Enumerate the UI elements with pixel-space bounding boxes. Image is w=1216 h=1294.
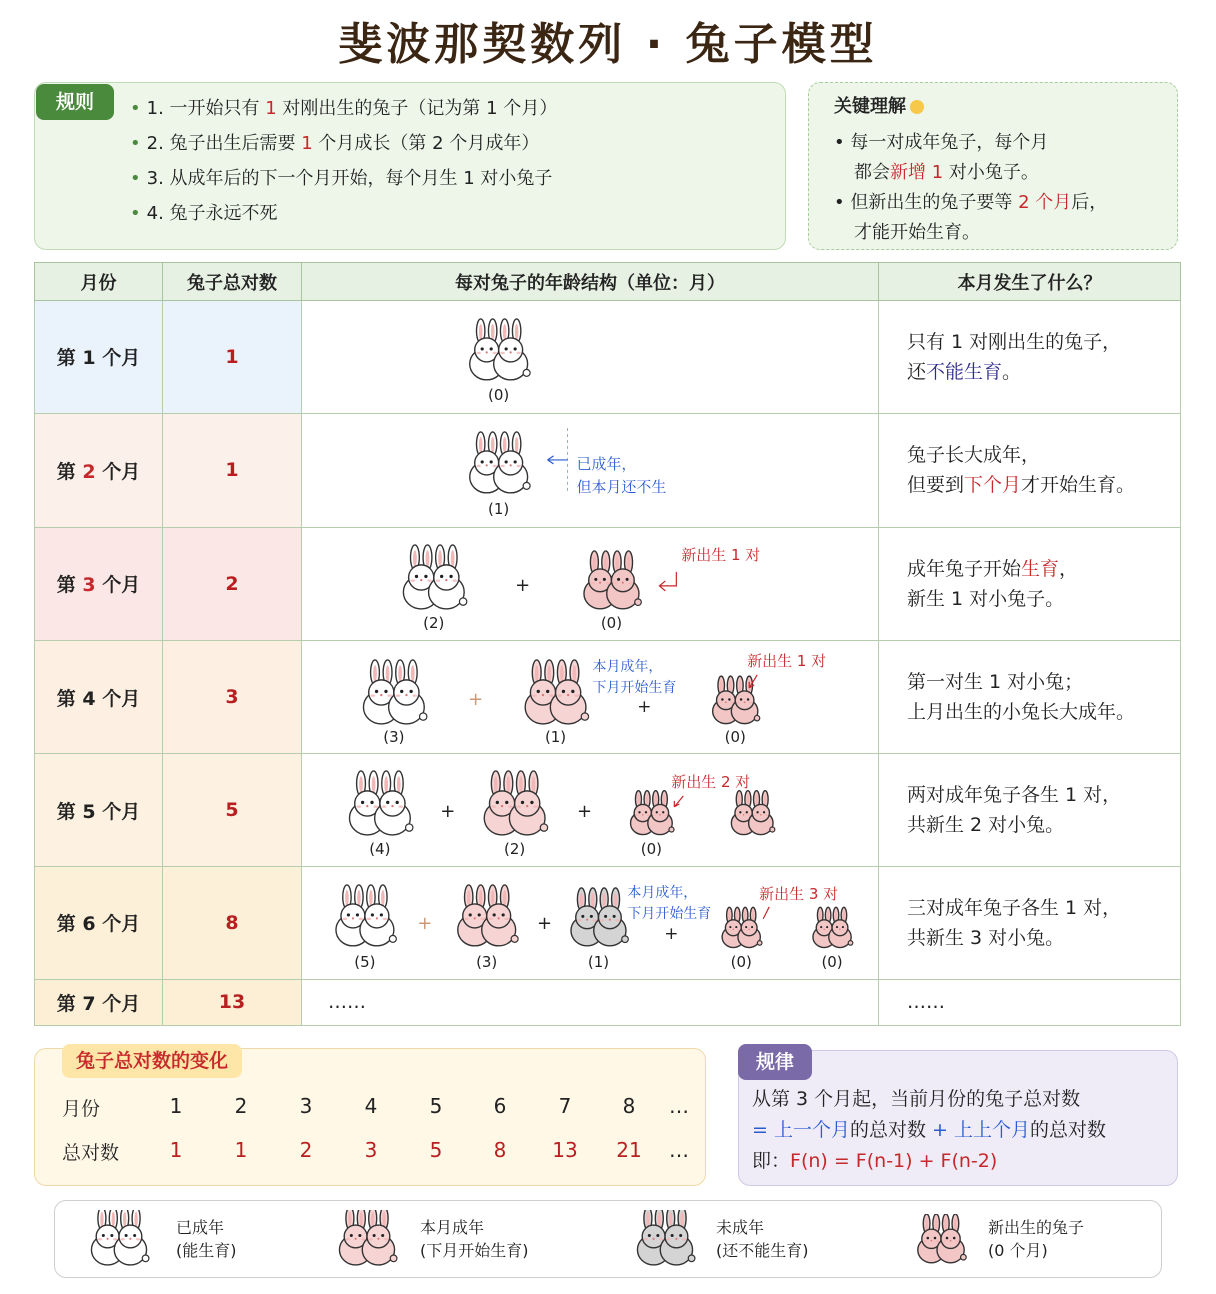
law-tag: 规律 <box>738 1044 812 1080</box>
plus-sign: + <box>637 696 652 717</box>
age-structure-cell <box>302 641 879 754</box>
age-label: (4) <box>369 840 391 859</box>
rabbit-icon <box>114 1210 149 1265</box>
total-cell: 1 <box>163 413 302 527</box>
month-cell: 第 6 个月 <box>35 866 163 979</box>
rabbit-icon <box>937 1214 966 1263</box>
age-structure-graphic <box>302 414 878 527</box>
description-cell: 三对成年兔子各生 1 对， 共新生 3 对小兔。 <box>879 866 1181 979</box>
age-structure-cell <box>302 527 879 641</box>
plus-sign: + <box>664 922 679 943</box>
table-row <box>35 527 1181 641</box>
age-structure-graphic <box>302 641 878 753</box>
table-row <box>35 754 1181 867</box>
legend-item-matured: 本月成年 (下月开始生育) <box>420 1218 529 1260</box>
annotation-newborn: 新出生 1 对 <box>747 652 827 671</box>
rabbit-icon <box>494 319 530 380</box>
annotation-newborn: 新出生 1 对 <box>681 545 761 564</box>
age-structure-graphic <box>302 301 878 413</box>
legend-icon-matured <box>334 1210 400 1266</box>
table-row <box>35 641 1181 754</box>
rabbit-icon <box>738 907 762 947</box>
plus-sign: + <box>537 912 553 934</box>
sequence-month-value: 3 <box>299 1094 313 1118</box>
sequence-month-value: 7 <box>558 1094 572 1118</box>
age-structure-cell: …… <box>302 979 879 1025</box>
sequence-month-value: 4 <box>364 1094 378 1118</box>
age-structure-graphic <box>302 528 878 641</box>
age-structure-cell <box>302 866 879 979</box>
description-cell: …… <box>879 979 1181 1025</box>
age-structure-cell <box>302 413 879 527</box>
age-structure-graphic <box>302 867 878 979</box>
plus-sign: + <box>576 801 593 823</box>
rabbit-icon <box>607 551 642 609</box>
month-cell: 第 7 个月 <box>35 979 163 1025</box>
sequence-month-value: 2 <box>234 1094 248 1118</box>
table-row <box>35 979 1181 1025</box>
rabbit-icon <box>482 885 518 946</box>
sequence-month-value: … <box>669 1094 689 1118</box>
legend-item-newborn: 新出生的兔子 (0 个月) <box>988 1218 1085 1260</box>
age-label: (1) <box>488 499 510 518</box>
annotation-grown: 但本月还不生 <box>576 477 667 496</box>
age-label: (3) <box>476 952 498 971</box>
table-row <box>35 301 1181 414</box>
plus-sign: + <box>468 689 484 711</box>
arrow-icon <box>659 572 676 591</box>
total-cell: 2 <box>163 527 302 641</box>
rule-item: • 4. 兔子永远不死 <box>130 203 278 224</box>
rabbit-icon <box>362 1210 397 1265</box>
total-cell: 8 <box>163 866 302 979</box>
annotation-matured: 本月成年， <box>592 659 663 676</box>
age-structure-graphic <box>302 754 878 866</box>
law-text: 从第 3 个月起，当前月份的兔子总对数 = 上一个月的总对数 + 上上个月的总对数 即：F(n) = F(n-1) + F(n-2) <box>752 1088 1106 1172</box>
total-cell: 5 <box>163 754 302 867</box>
total-cell: 3 <box>163 641 302 754</box>
arrow-icon <box>763 907 769 919</box>
lightbulb-icon <box>910 100 924 114</box>
total-cell: 13 <box>163 979 302 1025</box>
table-row <box>35 866 1181 979</box>
sequence-total-value: 3 <box>364 1138 378 1162</box>
sequence-month-label: 月份 <box>62 1098 101 1120</box>
legend-item-young: 未成年 (还不能生育) <box>716 1218 809 1260</box>
description-cell: 第一对生 1 对小兔； 上月出生的小兔长大成年。 <box>879 641 1181 754</box>
sequence-month-value: 8 <box>622 1094 636 1118</box>
rabbit-icon <box>648 791 674 835</box>
header-what-happened: 本月发生了什么？ <box>879 263 1181 301</box>
age-label: (0) <box>600 613 623 632</box>
sequence-month-value: 6 <box>493 1094 507 1118</box>
header-month: 月份 <box>35 263 163 301</box>
sequence-total-label: 总对数 <box>62 1142 120 1164</box>
legend-icon-newborn <box>908 1214 974 1264</box>
age-label: (2) <box>504 840 526 859</box>
sequence-month-value: 1 <box>169 1094 183 1118</box>
sequence-month-value: 5 <box>429 1094 443 1118</box>
age-label: (3) <box>383 728 405 747</box>
month-cell: 第 5 个月 <box>35 754 163 867</box>
rabbit-icon <box>375 771 413 835</box>
rabbit-icon <box>660 1210 695 1265</box>
rabbit-table <box>34 262 1181 1026</box>
sequence-total-value: 5 <box>429 1138 443 1162</box>
age-label: (2) <box>423 613 445 632</box>
plus-sign: + <box>417 912 433 934</box>
rabbit-icon <box>509 771 547 835</box>
description-cell: 只有 1 对刚出生的兔子， 还不能生育。 <box>879 301 1181 414</box>
description-cell: 两对成年兔子各生 1 对， 共新生 2 对小兔。 <box>879 754 1181 867</box>
rabbit-icon <box>749 791 775 835</box>
rabbit-icon <box>594 888 629 946</box>
arrow-icon <box>674 796 683 807</box>
annotation-newborn: 新出生 2 对 <box>671 773 751 792</box>
annotation-matured: 下月开始生育 <box>592 680 677 697</box>
legend-icon-adult <box>86 1210 152 1266</box>
description-cell: 兔子长大成年， 但要到下个月才开始生育。 <box>879 413 1181 527</box>
month-cell: 第 2 个月 <box>35 413 163 527</box>
rules-tag: 规则 <box>36 84 114 120</box>
annotation-matured: 本月成年， <box>627 884 698 901</box>
rules-list <box>130 96 557 236</box>
age-label: (1) <box>587 952 610 971</box>
age-label: (0) <box>640 840 662 859</box>
sequence-total-value: 1 <box>169 1138 183 1162</box>
rabbit-icon <box>389 660 427 724</box>
age-label: (0) <box>724 728 746 747</box>
description-cell: 成年兔子开始生育， 新生 1 对小兔子。 <box>879 527 1181 641</box>
total-cell: 1 <box>163 301 302 414</box>
rabbit-icon <box>731 677 759 724</box>
rule-item: • 3. 从成年后的下一个月开始，每个月生 1 对小兔子 <box>130 168 553 189</box>
age-label: (0) <box>730 952 752 971</box>
legend-icon-young <box>632 1210 698 1266</box>
rabbit-icon <box>829 907 853 947</box>
rabbit-icon <box>360 885 396 946</box>
annotation-grown: 已成年， <box>576 454 637 473</box>
age-label: (0) <box>821 952 843 971</box>
sequence-total-value: 8 <box>493 1138 507 1162</box>
month-cell: 第 3 个月 <box>35 527 163 641</box>
annotation-matured: 下月开始生育 <box>627 905 712 922</box>
month-cell: 第 1 个月 <box>35 301 163 414</box>
header-total: 兔子总对数 <box>163 263 302 301</box>
age-label: (0) <box>488 385 510 404</box>
rabbit-icon <box>494 432 530 493</box>
key-understanding-text: • 每一对成年兔子，每个月 都会新增 1 对小兔子。 • 但新出生的兔子要等 2 个月后， 才能开始生育。 <box>834 132 1108 243</box>
plus-sign: + <box>440 801 456 823</box>
sequence-total-value: 1 <box>234 1138 248 1162</box>
sequence-total-value: … <box>669 1138 689 1162</box>
page-title: 斐波那契数列 · 兔子模型 <box>338 19 878 70</box>
annotation-newborn: 新出生 3 对 <box>759 884 839 903</box>
sequence-total-value: 21 <box>616 1138 642 1162</box>
header-age-structure: 每对兔子的年龄结构（单位：月） <box>302 263 879 301</box>
rabbit-icon <box>429 545 467 609</box>
sequence-total-value: 2 <box>299 1138 313 1162</box>
age-label: (5) <box>354 952 376 971</box>
table-row <box>35 413 1181 527</box>
age-structure-cell <box>302 301 879 414</box>
key-understanding-title: 关键理解 <box>834 92 924 118</box>
legend-item-adult: 已成年 (能生育) <box>176 1218 237 1260</box>
sequence-total-value: 13 <box>552 1138 578 1162</box>
month-cell: 第 4 个月 <box>35 641 163 754</box>
rabbit-icon <box>550 660 588 724</box>
rule-item: • 2. 兔子出生后需要 1 个月成长（第 2 个月成年） <box>130 133 540 154</box>
plus-sign: + <box>515 574 531 596</box>
age-label: (1) <box>544 728 567 747</box>
age-structure-cell <box>302 754 879 867</box>
rule-item: • 1. 一开始只有 1 对刚出生的兔子（记为第 1 个月） <box>130 98 558 119</box>
sequence-tag: 兔子总对数的变化 <box>62 1044 242 1078</box>
